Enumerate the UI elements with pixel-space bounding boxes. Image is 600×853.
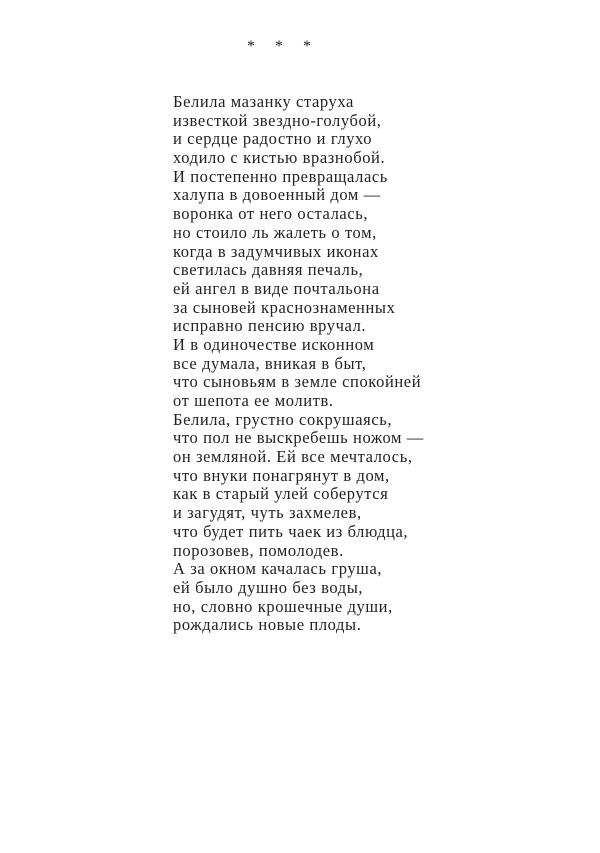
poem-line: все думала, вникая в быт, (173, 353, 367, 373)
poem-line: и сердце радостно и глухо (173, 129, 373, 149)
poem-line: халупа в довоенный дом — (173, 185, 381, 205)
poem-line: ходило с кистью вразнобой. (173, 148, 386, 168)
poem (173, 93, 424, 635)
poem-line: что будет пить чаек из блюдца, (173, 521, 409, 541)
poem-line: ей ангел в виде почтальона (173, 278, 380, 298)
poem-line: что сыновьям в земле спокойней (173, 372, 422, 392)
poem-line: но, словно крошечные души, (173, 596, 393, 616)
poem-line: порозовев, помолодев. (173, 540, 344, 560)
poem-line: за сыновей краснознаменных (173, 297, 396, 317)
poem-line: когда в задумчивых иконах (173, 241, 379, 261)
poem-line: и загудят, чуть захмелев, (173, 503, 362, 523)
poem-line: от шепота ее молитв. (173, 391, 334, 410)
poem-line: ей было душно без воды, (173, 577, 364, 597)
poem-line: И постепенно превращалась (173, 166, 388, 186)
poem-line: как в старый улей соберутся (173, 484, 389, 504)
poem-line: исправно пенсию вручал. (173, 316, 367, 336)
poem-line: он земляной. Ей все мечталось, (173, 447, 413, 467)
poem-line: известкой звездно-голубой, (173, 110, 382, 130)
section-separator: * * * (247, 38, 319, 55)
poem-line: что пол не выскребешь ножом — (173, 428, 424, 448)
poem-line: светилась давняя печаль, (173, 260, 364, 280)
poem-line: рождались новые плоды. (173, 615, 362, 635)
poem-line: И в одиночестве исконном (173, 334, 375, 354)
poem-line: Белила мазанку старуха (173, 92, 354, 111)
poem-line: воронка от него осталась, (173, 204, 369, 224)
poem-line: но стоило ль жалеть о том, (173, 222, 377, 242)
poem-line: Белила, грустно сокрушаясь, (173, 409, 393, 429)
poem-line: что внуки понагрянут в дом, (173, 465, 390, 485)
poem-line: А за окном качалась груша, (173, 559, 383, 579)
